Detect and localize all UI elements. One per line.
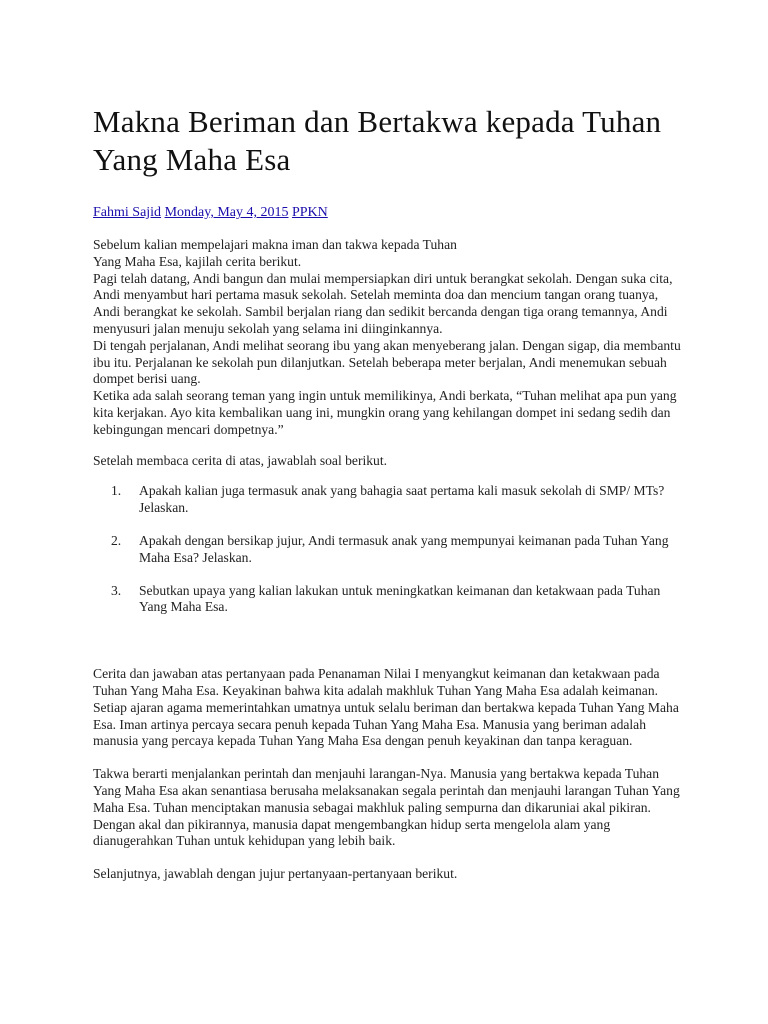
list-item [111, 483, 683, 517]
question-text: Sebutkan upaya yang kalian lakukan untuk meningkatkan keimanan dan ketakwaan pada Tuhan Yang Maha Esa. [139, 582, 661, 615]
question-number: 1. [111, 483, 122, 499]
category-link[interactable]: PPKN [291, 205, 328, 220]
list-item [111, 582, 683, 617]
question-list [93, 483, 683, 616]
list-item [111, 532, 683, 567]
intro-line: Yang Maha Esa, kajilah cerita berikut. [93, 253, 302, 269]
story-paragraph: Di tengah perjalanan, Andi melihat seorang ibu yang akan menyeberang jalan. Dengan sigap, dia membantu ibu itu. Perjalanan ke sekolah pun dilanjutkan. Setelah beberapa meter berjalan, Andi menemukan sebuah dompet berisi uang. [93, 337, 681, 387]
post-meta [93, 204, 683, 222]
story-paragraph: Ketika ada salah seorang teman yang ingin untuk memilikinya, Andi berkata, “Tuhan melihat apa pun yang kita kerjakan. Ayo kita kembalikan uang ini, mungkin orang yang kehilangan dompet ini sedang sedih dan kebingungan mencari dompetnya.” [93, 388, 677, 437]
question-text: Apakah dengan bersikap jujur, Andi termasuk anak yang mempunyai keimanan pada Tuhan Yang Maha Esa? Jelaskan. [139, 532, 669, 565]
intro [93, 237, 683, 439]
article [93, 103, 683, 883]
paragraph-takwa: Takwa berarti menjalankan perintah dan menjauhi larangan-Nya. Manusia yang bertakwa kepada Tuhan Yang Maha Esa akan senantiasa berusaha melaksanakan segala perintah dan menjauhi larangan Tuhan Yang Maha Esa. Tuhan menciptakan manusia sebagai makhluk paling sempurna dan dikaruniai akal pikiran. Dengan akal dan pikirannya, manusia dapat mengembangkan hidup serta mengelola alam yang dianugerahkan Tuhan untuk kehidupan yang lebih baik. [93, 766, 680, 849]
article-title: Makna Beriman dan Bertakwa kepada Tuhan Yang Maha Esa [93, 104, 662, 177]
paragraph-iman: Cerita dan jawaban atas pertanyaan pada Penanaman Nilai I menyangkut keimanan dan ketakwaan pada Tuhan Yang Maha Esa. Keyakinan bahwa kita adalah makhluk Tuhan Yang Maha Esa adalah keimanan. Setiap ajaran agama memerintahkan umatnya untuk selalu beriman dan bertakwa kepada Tuhan Yang Maha Esa. Iman artinya percaya secara penuh kepada Tuhan Yang Maha Esa. Manusia yang beriman adalah manusia yang percaya kepada Tuhan Yang Maha Esa dengan penuh keyakinan dan tanpa keraguan. [93, 666, 679, 749]
story-paragraph: Pagi telah datang, Andi bangun dan mulai mempersiapkan diri untuk berangkat sekolah. Dengan suka cita, Andi menyambut hari pertama masuk sekolah. Setelah meminta doa dan mencium tangan orang tuanya, Andi berangkat ke sekolah. Sambil berjalan riang dan sedikit bercanda dengan tiga orang temannya, Andi menyusuri jalan menuju sekolah yang selama ini diinginkannya. [93, 270, 673, 336]
paragraph-closing: Selanjutnya, jawablah dengan jujur pertanyaan-pertanyaan berikut. [93, 866, 458, 882]
questions-intro: Setelah membaca cerita di atas, jawablah soal berikut. [93, 452, 388, 468]
intro-line: Sebelum kalian mempelajari makna iman dan takwa kepada Tuhan [93, 237, 457, 252]
author-link[interactable]: Fahmi Sajid [93, 205, 162, 220]
date-link[interactable]: Monday, May 4, 2015 [164, 205, 289, 220]
question-number: 3. [111, 582, 122, 598]
question-text: Apakah kalian juga termasuk anak yang bahagia saat pertama kali masuk sekolah di SMP/ MTs? Jelaskan. [139, 483, 665, 516]
question-number: 2. [111, 532, 122, 548]
